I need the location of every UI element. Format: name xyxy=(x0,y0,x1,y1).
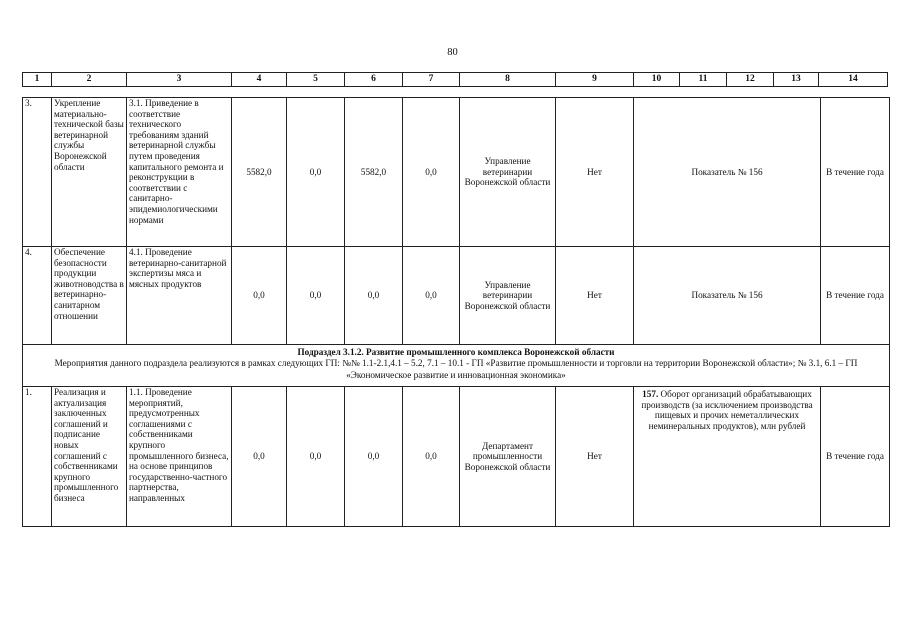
value-col-4: 5582,0 xyxy=(232,98,287,247)
header-table xyxy=(22,72,888,87)
measure-text: 4.1. Проведение ветеринарно-санитарной экспертизы мяса и мясных продуктов xyxy=(127,247,232,345)
deadline: В течение года xyxy=(821,98,890,247)
main-table xyxy=(22,97,890,527)
value-col-7: 0,0 xyxy=(403,98,460,247)
header-col-13: 13 xyxy=(774,73,819,87)
page-number: 80 xyxy=(447,47,458,58)
table-row xyxy=(23,247,890,345)
header-col-5: 5 xyxy=(287,73,345,87)
value-col-6: 5582,0 xyxy=(345,98,403,247)
activity-name: Обеспечение безопасности продукции животноводства в ветеринарно-санитарном отношении xyxy=(52,247,127,345)
deadline: В течение года xyxy=(821,387,890,527)
value-col-4: 0,0 xyxy=(232,247,287,345)
row-number: 3. xyxy=(23,98,52,247)
value-col-5: 0,0 xyxy=(287,387,345,527)
header-col-11: 11 xyxy=(680,73,727,87)
value-col-6: 0,0 xyxy=(345,247,403,345)
value-col-4: 0,0 xyxy=(232,387,287,527)
row-number: 4. xyxy=(23,247,52,345)
header-col-8: 8 xyxy=(460,73,556,87)
value-col-9: Нет xyxy=(556,387,634,527)
value-col-7: 0,0 xyxy=(403,247,460,345)
indicator: Показатель № 156 xyxy=(634,98,821,247)
header-col-3: 3 xyxy=(127,73,232,87)
header-col-4: 4 xyxy=(232,73,287,87)
header-col-12: 12 xyxy=(727,73,774,87)
subsection-text: Мероприятия данного подраздела реализуются в рамках следующих ГП: №№ 1.1-2.1,4.1 – 5.2, 7.1 – 10.1 - ГП «Развитие промышленности и торговли на территории Воронежской области»; № 3.1, 6.1 – ГП «Экономическое развитие и инновационная экономика» xyxy=(54,358,858,380)
row-number: 1. xyxy=(23,387,52,527)
header-col-7: 7 xyxy=(403,73,460,87)
measure-text: 3.1. Приведение в соответствие технического требованиям зданий ветеринарной службы путем проведения капитального ремонта и реконструкции в соответствии с санитарно-эпидемиологическими нормами xyxy=(127,98,232,247)
value-col-6: 0,0 xyxy=(345,387,403,527)
table-row xyxy=(23,387,890,527)
table-row xyxy=(23,98,890,247)
measure-text: 1.1. Проведение мероприятий, предусмотренных соглашениями с собственниками крупного промышленного бизнеса, на основе принципов государственно-частного партнерства, направленных xyxy=(127,387,232,527)
header-col-10: 10 xyxy=(634,73,680,87)
subsection-title: Подраздел 3.1.2. Развитие промышленного комплекса Воронежской области xyxy=(297,347,615,357)
header-col-6: 6 xyxy=(345,73,403,87)
value-col-7: 0,0 xyxy=(403,387,460,527)
value-col-9: Нет xyxy=(556,98,634,247)
subsection-row xyxy=(23,345,890,387)
value-col-9: Нет xyxy=(556,247,634,345)
value-col-5: 0,0 xyxy=(287,247,345,345)
indicator-cell xyxy=(634,387,821,527)
header-col-14: 14 xyxy=(819,73,888,87)
indicator-number: 157. xyxy=(642,389,659,399)
header-col-9: 9 xyxy=(556,73,634,87)
executor: Департамент промышленности Воронежской области xyxy=(460,387,556,527)
deadline: В течение года xyxy=(821,247,890,345)
header-col-1: 1 xyxy=(23,73,52,87)
value-col-5: 0,0 xyxy=(287,98,345,247)
subsection-cell xyxy=(23,345,890,387)
indicator: Показатель № 156 xyxy=(634,247,821,345)
executor: Управление ветеринарии Воронежской области xyxy=(460,98,556,247)
executor: Управление ветеринарии Воронежской области xyxy=(460,247,556,345)
activity-name: Реализация и актуализация заключенных соглашений и подписание новых соглашений с собственниками крупного промышленного бизнеса xyxy=(52,387,127,527)
header-col-2: 2 xyxy=(52,73,127,87)
activity-name: Укрепление материально-технической базы ветеринарной службы Воронежской области xyxy=(52,98,127,247)
indicator-text: Оборот организаций обрабатывающих производств (за исключением производства пищевых и прочих неметаллических неминеральных продуктов), млн рублей xyxy=(641,389,813,431)
